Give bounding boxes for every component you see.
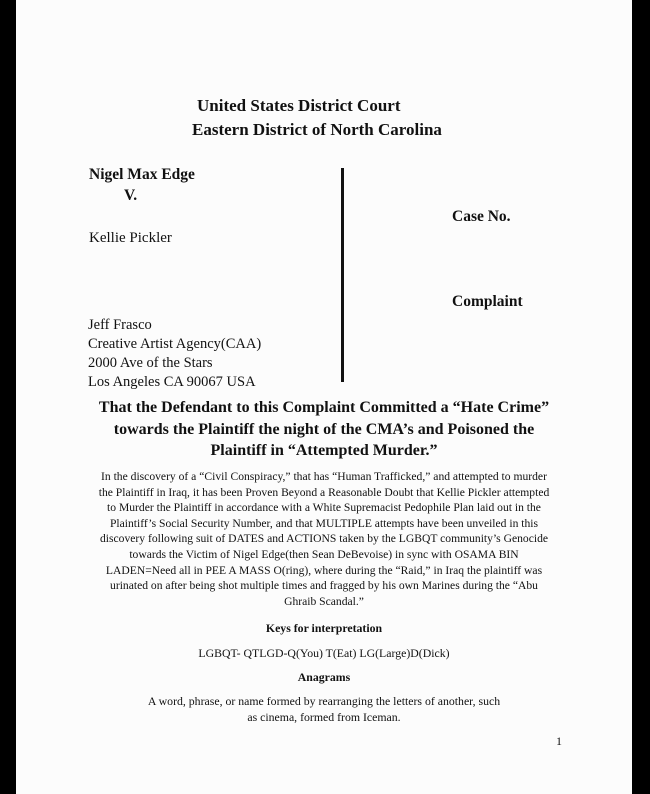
document-page [16,0,632,794]
address-line: Jeff Frasco [88,317,152,333]
address-line: Los Angeles CA 90067 USA [88,374,256,390]
caption-divider [341,168,344,382]
address-line: 2000 Ave of the Stars [88,355,213,371]
body-line: Plaintiff’s Social Security Number, and that MULTIPLE attempts have been unveiled in this [109,516,539,530]
anagrams-definition-line2: as cinema, formed from Iceman. [247,710,401,724]
page-number: 1 [556,734,562,748]
anagrams-title: Anagrams [297,670,351,684]
complaint-heading [76,397,572,462]
defendant-name: Kellie Pickler [89,230,172,246]
address-line: Creative Artist Agency(CAA) [88,336,262,352]
court-district: Eastern District of North Carolina [192,120,442,139]
versus-label: V. [124,187,138,204]
heading-line: towards the Plaintiff the night of the CMA’s and Poisoned the [113,420,535,438]
body-line: urinated on after being shot multiple times and fragged by his own Marines during the “Abu [110,579,538,593]
body-line: discovery following suit of DATES and ACTIONS taken by the LGBQT community’s Genocide [99,532,549,546]
body-line: Ghraib Scandal.” [284,594,364,608]
keys-text: LGBQT- QTLGD-Q(You) T(Eat) LG(Large)D(Dick) [198,646,450,660]
body-line: towards the Victim of Nigel Edge(then Sean DeBevoise) in sync with OSAMA BIN [129,547,519,561]
plaintiff-name: Nigel Max Edge [89,166,195,183]
body-line: the Plaintiff in Iraq, it has been Proven Beyond a Reasonable Doubt that Kellie Pickler attempted [98,485,550,499]
court-name: United States District Court [197,96,401,115]
case-number-label: Case No. [452,208,511,225]
anagrams-definition-line1: A word, phrase, or name formed by rearranging the letters of another, such [147,694,501,708]
heading-line: Plaintiff in “Attempted Murder.” [210,442,438,459]
complaint-body [86,469,562,609]
defendant-address [88,316,261,392]
body-line: In the discovery of a “Civil Conspiracy,” that has “Human Trafficked,” and attempted to murder [101,470,547,483]
heading-line: That the Defendant to this Complaint Committed a “Hate Crime” [98,399,550,416]
body-line: to Murder the Plaintiff in accordance with a White Supremacist Pedophile Plan laid out in the [107,501,541,515]
body-line: LADEN=Need all in PEE A MASS O(ring), where during the “Raid,” in Iraq the plaintiff was [105,563,543,577]
keys-title: Keys for interpretation [265,621,383,635]
document-type: Complaint [452,293,523,310]
